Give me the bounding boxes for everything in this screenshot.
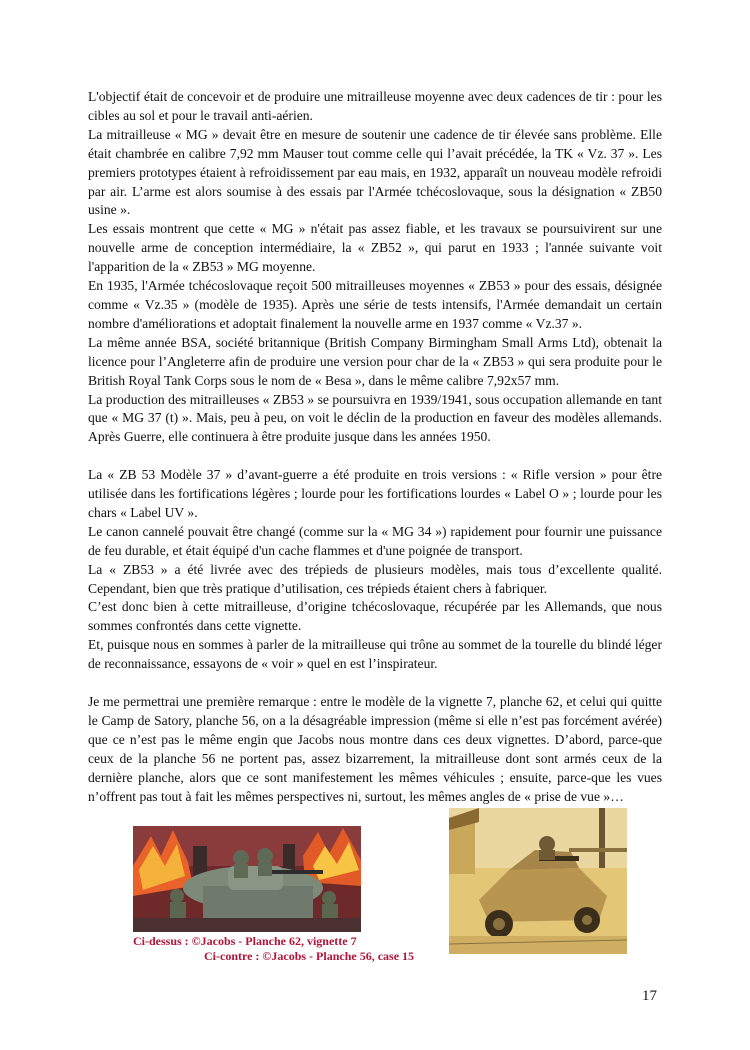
paragraph: La « ZB53 » a été livrée avec des trépieds de plusieurs modèles, mais tous d’excellente qualité. Cependant, bien que très pratique d’utilisation, ces trépieds étaient chers à fabriquer. — [88, 561, 662, 596]
paragraph: Je me permettrai une première remarque : entre le modèle de la vignette 7, planche 62, et celui qui quitte le Camp de Satory, planche 56, on a la désagréable impression (même si elle n’est pas forcément avérée) que ce n’est pas le même engin que Jacobs nous montre dans ces deux vignettes. D’abord, parce-que ceux de la planche 56 ne portent pas, assez bizarrement, la mitrailleuse dont sont armés ceux de la dernière planche, alors que ce sont manifestement les mêmes véhicules ; ensuite, parce-que les vues n’offrent pas tout à fait les mêmes perspectives ni, surtout, les mêmes angles de « prise de vue »… — [88, 693, 662, 804]
figure-caption: Ci-contre : ©Jacobs - Planche 56, case 15 — [204, 949, 415, 963]
comic-panel-burning-village — [133, 826, 361, 932]
paragraph: La même année BSA, société britannique (British Company Birmingham Small Arms Ltd), obtenait la licence pour l’Angleterre afin de produire une version pour char de la « ZB53 » qui sera produite pour le British Royal Tank Corps sous le nom de « Besa », dans le même calibre 7,92x57 mm. — [88, 334, 662, 388]
paragraph: L'objectif était de concevoir et de produire une mitrailleuse moyenne avec deux cadences de tir : pour les cibles au sol et pour le travail anti-aérien. — [88, 89, 662, 123]
paragraph: Les essais montrent que cette « MG » n'était pas assez fiable, et les travaux se poursuivirent sur une nouvelle arme de conception intermédiaire, la « ZB52 », qui parut en 1933 ; l'année suivante voit l'apparition de la « ZB53 » MG moyenne. — [88, 221, 662, 275]
paragraph: La « ZB 53 Modèle 37 » d’avant-guerre a été produite en trois versions : « Rifle version » pour être utilisée dans les fortifications légères ; lourde pour les fortifications lourdes « Label O » ; lourde pour les chars « Label UV ». — [88, 467, 662, 520]
comic-panel-drawing — [449, 808, 627, 954]
paragraph: La production des mitrailleuses « ZB53 » se poursuivra en 1939/1941, sous occupation allemande en tant que « MG 37 (t) ». Mais, peu à peu, on voit le déclin de la production en faveur des modèles allemands. Après Guerre, elle continuera à être produite jusque dans les années 1950. — [88, 391, 662, 445]
paragraph: En 1935, l'Armée tchécoslovaque reçoit 500 mitrailleuses moyennes « ZB53 » pour des essais, désignée comme « Vz.35 » (modèle de 1935). Après une série de tests intensifs, l'Armée demandait un certain nombre d'améliorations et adoptait finalement la nouvelle arme en 1937 comme « Vz.37 ». — [88, 278, 662, 331]
paragraph: C’est donc bien à cette mitrailleuse, d’origine tchécoslovaque, récupérée par les Allemands, que nous sommes confrontés dans cette vignette. — [88, 599, 662, 634]
comic-panel-drawing — [133, 826, 361, 932]
paragraph: La mitrailleuse « MG » devait être en mesure de soutenir une cadence de tir élevée sans problème. Elle était chambrée en calibre 7,92 mm Mauser tout comme celle qui l’avait précédée, la TK « Vz. 37 ». Les premiers prototypes étaient à refroidissement par eau mais, en 1932, apparaît un nouveau modèle refroidi par air. L’arme est alors soumise à des essais par l'Armée tchécoslovaque, sous la désignation « ZB50 usine ». — [88, 126, 662, 218]
page-number: 17 — [642, 988, 657, 1004]
paragraph: Et, puisque nous en sommes à parler de la mitrailleuse qui trône au sommet de la tourelle du blindé léger de reconnaissance, essayons de « voir » quel en est l’inspirateur. — [88, 637, 662, 672]
comic-panel-armored-car — [449, 808, 627, 954]
body-text — [88, 88, 662, 806]
paragraph: Le canon cannelé pouvait être changé (comme sur la « MG 34 ») rapidement pour fournir une puissance de feu durable, et était équipé d'un cache flammes et d'une poignée de transport. — [88, 523, 662, 558]
figure-caption: Ci-dessus : ©Jacobs - Planche 62, vignette 7 — [133, 934, 357, 948]
